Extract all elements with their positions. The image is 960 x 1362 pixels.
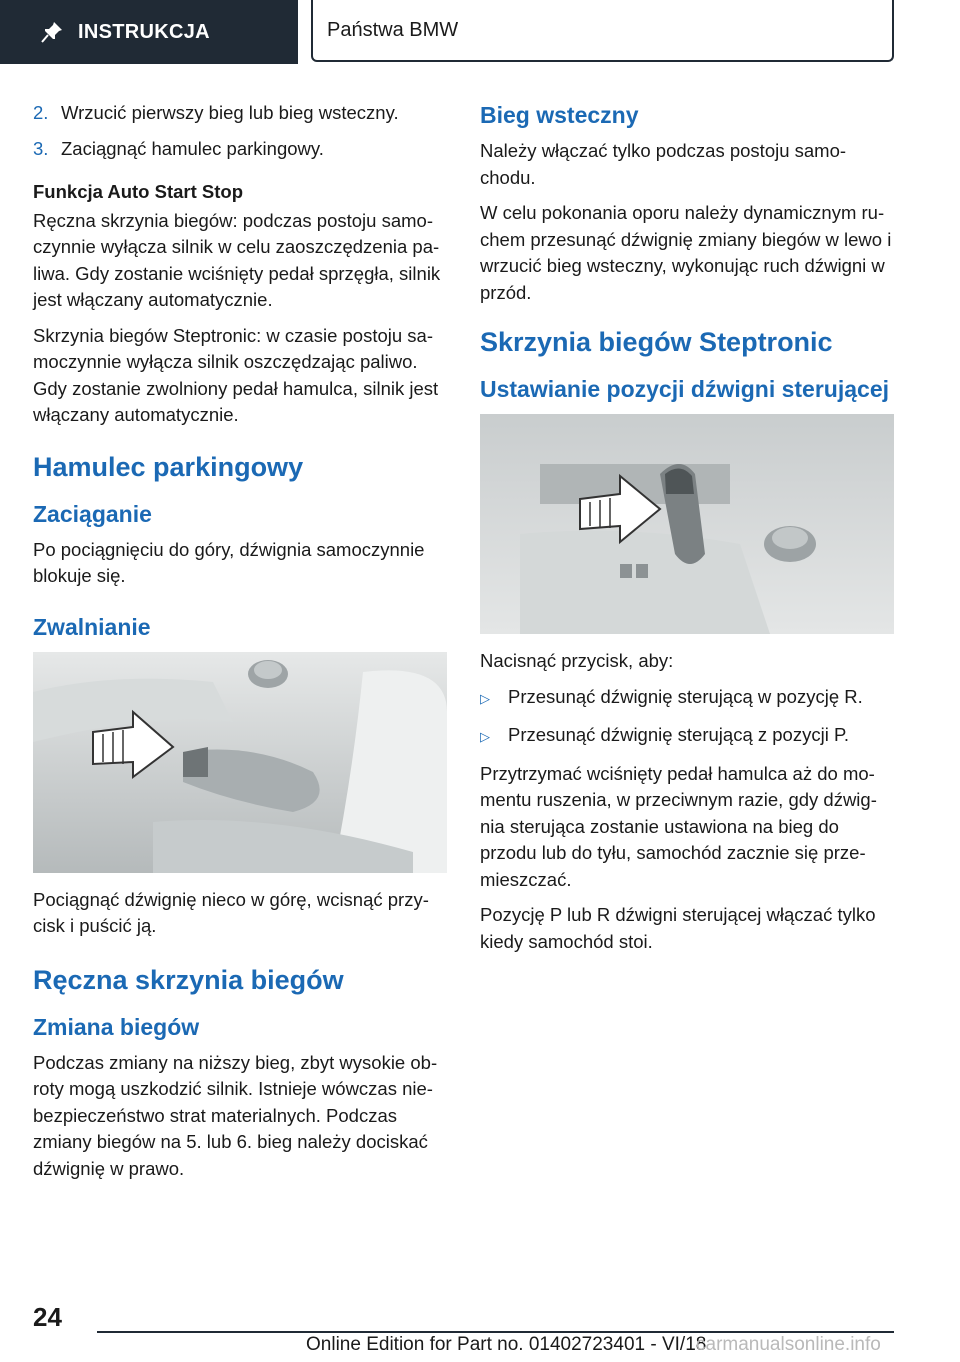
parking-brake-image — [33, 652, 447, 873]
step-number: 2. — [33, 102, 49, 123]
position-text: Pozycję P lub R dźwigni sterującej włączać tylko kiedy samochód stoi. — [480, 904, 876, 952]
hold-brake-text: Przytrzymać wciśnięty pedał hamulca aż do momentu ruszenia, w przeciwnym razie, gdy dźwignia sterująca zostanie ustawiona na bieg do przodu lub do tyłu, samochód zacznie się przemieszczać. — [480, 762, 877, 890]
step-item — [33, 100, 447, 127]
triangle-bullet-icon: ▷ — [480, 690, 490, 706]
list-item — [480, 722, 894, 751]
manual-tab[interactable] — [0, 0, 298, 64]
selector-lever-heading: Ustawianie pozycji dźwigni sterującej — [480, 376, 890, 402]
footer-divider — [97, 1331, 894, 1333]
reverse-gear-heading: Bieg wsteczny — [480, 102, 639, 128]
left-column — [33, 100, 447, 1191]
watermark: carmanualsonline.info — [696, 1334, 881, 1355]
list-item — [480, 684, 894, 713]
pin-icon — [40, 20, 64, 44]
list-item-text: Przesunąć dźwignię sterującą z pozycji P. — [508, 724, 850, 745]
step-number: 3. — [33, 137, 49, 159]
page-number: 24 — [33, 1302, 62, 1332]
applying-text: Po pociągnięciu do góry, dźwignia samoczynnie blokuje się. — [33, 538, 425, 586]
right-column — [480, 100, 894, 964]
section-title: Państwa BMW — [311, 0, 894, 62]
press-button-text: Nacisnąć przycisk, aby: — [480, 650, 674, 671]
list-item-text: Przesunąć dźwignię sterującą w pozycję R. — [508, 685, 863, 707]
step-text: Wrzucić pierwszy bieg lub bieg wsteczny. — [61, 102, 399, 123]
auto-start-stop-manual-text: Ręczna skrzynia biegów: podczas postoju samoczynnie wyłącza silnik w celu zaoszczędzenia paliwa. Gdy zostanie wciśnięty pedał sprzęgła, silnik jest włączany automatycznie. — [33, 209, 441, 310]
edition-text: Online Edition for Part no. 01402723401 - VI/18 — [306, 1334, 707, 1355]
auto-start-stop-steptronic-text: Skrzynia biegów Steptronic: w czasie postoju samoczynnie wyłącza silnik oszczędzając paliwo. Gdy zostanie zwolniony pedał hamulca, silnik jest włączany automatycznie. — [33, 324, 439, 425]
releasing-text: Pociągnąć dźwignię nieco w górę, wcisnąć przycisk i puścić ją. — [33, 888, 429, 936]
step-item — [33, 136, 447, 163]
shifting-text: Podczas zmiany na niższy bieg, zbyt wysokie obroty mogą uszkodzić silnik. Istnieje wówczas niebezpieczeństwo strat materialnych. Podczas zmiany biegów na 5. lub 6. bieg należy dociskać dźwignię w prawo. — [33, 1051, 438, 1179]
reverse-gear-text-2: W celu pokonania oporu należy dynamicznym ruchem przesunąć dźwignię zmiany biegów w lewo i wrzucić bieg wsteczny, wykonując ruch dźwigni w przód. — [480, 202, 892, 303]
manual-tab-label: INSTRUKCJA — [78, 20, 210, 43]
parking-brake-heading: Hamulec parkingowy — [33, 451, 304, 482]
reverse-gear-text-1: Należy włączać tylko podczas postoju samochodu. — [480, 140, 847, 188]
auto-start-stop-title: Funkcja Auto Start Stop — [33, 181, 244, 202]
releasing-heading: Zwalnianie — [33, 613, 151, 640]
step-text: Zaciągnąć hamulec parkingowy. — [61, 137, 324, 159]
selector-lever-image — [480, 414, 894, 634]
steptronic-heading: Skrzynia biegów Steptronic — [480, 327, 833, 357]
manual-gearbox-heading: Ręczna skrzynia biegów — [33, 964, 344, 995]
applying-heading: Zaciąganie — [33, 500, 152, 527]
shifting-heading: Zmiana biegów — [33, 1013, 200, 1040]
triangle-bullet-icon: ▷ — [480, 729, 490, 744]
